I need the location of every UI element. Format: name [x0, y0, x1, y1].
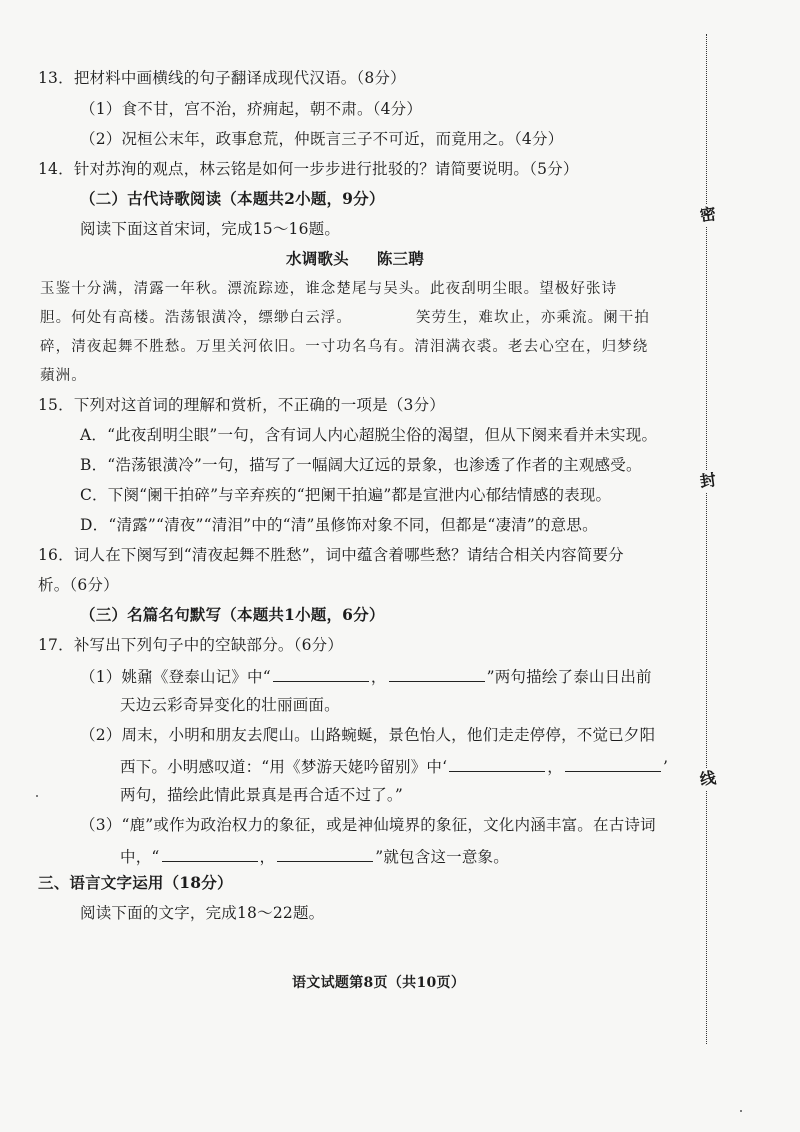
q17-sub2-post: ’ [662, 758, 669, 776]
scan-speck [36, 795, 38, 797]
scan-speck [740, 1110, 742, 1112]
poem-line-2 [40, 307, 650, 329]
margin-char-xian: 线 [696, 767, 721, 792]
q17-sub1-line-1 [80, 664, 652, 688]
q17-sub3-line-2 [120, 844, 509, 868]
poem-title-line [286, 248, 424, 270]
q15-option-d: D．“清露”“清夜”“清泪”中的“清”虽修饰对象不同，但都是“凄清”的意思。 [80, 516, 598, 534]
section2-intro: 阅读下面这首宋词，完成15～16题。 [80, 220, 341, 238]
q17-sub2-pre: 西下。小明感叹道：“用《梦游天姥吟留别》中‘ [120, 758, 448, 776]
q17-sub3-pre: 中，“ [120, 848, 160, 866]
q17-sub1-sep: ， [370, 668, 387, 686]
answer-blank[interactable] [449, 754, 545, 772]
q17-sub3-post: ”就包含这一意象。 [375, 848, 509, 866]
q17-sub2-line-2 [120, 754, 668, 778]
section2-heading: （二）古代诗歌阅读（本题共2小题，9分） [80, 189, 385, 208]
answer-blank[interactable] [162, 844, 258, 862]
poem-line-1: 玉鉴十分满，清露一年秋。漂流踪迹，谁念楚尾与吴头。此夜刮明尘眼。望极好张诗 [40, 281, 618, 297]
binding-dotted-line [706, 34, 707, 1044]
q15-option-c: C．下阕“阑干拍碎”与辛弃疾的“把阑干拍遍”都是宣泄内心郁结情感的表现。 [80, 486, 612, 504]
poem-line-2a: 胆。何处有高楼。浩荡银潢冷，缥缈白云浮。 [40, 310, 352, 326]
q17-stem: 17．补写出下列句子中的空缺部分。（6分） [38, 636, 344, 654]
q14-stem: 14．针对苏洵的观点，林云铭是如何一步步进行批驳的？请简要说明。（5分） [38, 160, 579, 178]
q17-sub3-sep: ， [259, 848, 276, 866]
q17-sub1-post: ”两句描绘了泰山日出前 [486, 668, 652, 686]
q17-sub3-line-1: （3）“鹿”或作为政治权力的象征，或是神仙境界的象征，文化内涵丰富。在古诗词 [80, 816, 656, 834]
q15-stem: 15．下列对这首词的理解和赏析，不正确的一项是（3分） [38, 396, 445, 414]
answer-blank[interactable] [273, 664, 369, 682]
q16-line-1: 16．词人在下阕写到“清夜起舞不胜愁”，词中蕴含着哪些愁？请结合相关内容简要分 [38, 546, 624, 564]
answer-blank[interactable] [389, 664, 485, 682]
part3-heading: 三、语言文字运用（18分） [38, 873, 233, 892]
poem-title: 水调歌头 [286, 249, 349, 268]
q15-option-b: B．“浩荡银潢冷”一句，描写了一幅阔大辽远的景象，也渗透了作者的主观感受。 [80, 456, 642, 474]
part3-intro: 阅读下面的文字，完成18～22题。 [80, 904, 325, 922]
q16-line-2: 析。（6分） [38, 576, 119, 594]
q13-sub2: （2）况桓公末年，政事怠荒，仲既言三子不可近，而竟用之。（4分） [80, 130, 564, 148]
margin-char-feng: 封 [696, 469, 721, 494]
q15-option-a: A．“此夜刮明尘眼”一句，含有词人内心超脱尘俗的渴望，但从下阕来看并未实现。 [80, 426, 658, 444]
q13-stem: 13．把材料中画横线的句子翻译成现代汉语。（8分） [38, 69, 406, 87]
q17-sub2-line-3: 两句，描绘此情此景真是再合适不过了。” [120, 786, 403, 804]
answer-blank[interactable] [277, 844, 373, 862]
q17-sub1-line-2: 天边云彩奇异变化的壮丽画面。 [120, 696, 340, 714]
q17-sub2-sep: ， [547, 758, 563, 776]
poem-author: 陈三聘 [376, 249, 424, 268]
poem-line-4: 蘋洲。 [40, 368, 87, 384]
q17-sub1-pre: （1）姚鼐《登泰山记》中“ [80, 668, 271, 686]
margin-char-mi: 密 [696, 203, 721, 228]
page-footer: 语文试题第8页（共10页） [292, 975, 466, 991]
poem-line-2b: 笑劳生，难坎止，亦乘流。阑干拍 [416, 310, 650, 326]
q13-sub1: （1）食不甘，宫不治，疥痈起，朝不肃。（4分） [80, 100, 423, 118]
section3-heading: （三）名篇名句默写（本题共1小题，6分） [80, 605, 385, 624]
poem-line-3: 碎，清夜起舞不胜愁。万里关河依旧。一寸功名乌有。清泪满衣裘。老去心空在，归梦绕 [40, 339, 649, 355]
answer-blank[interactable] [565, 754, 661, 772]
q17-sub2-line-1: （2）周末，小明和朋友去爬山。山路蜿蜒，景色怡人，他们走走停停，不觉已夕阳 [80, 726, 656, 744]
